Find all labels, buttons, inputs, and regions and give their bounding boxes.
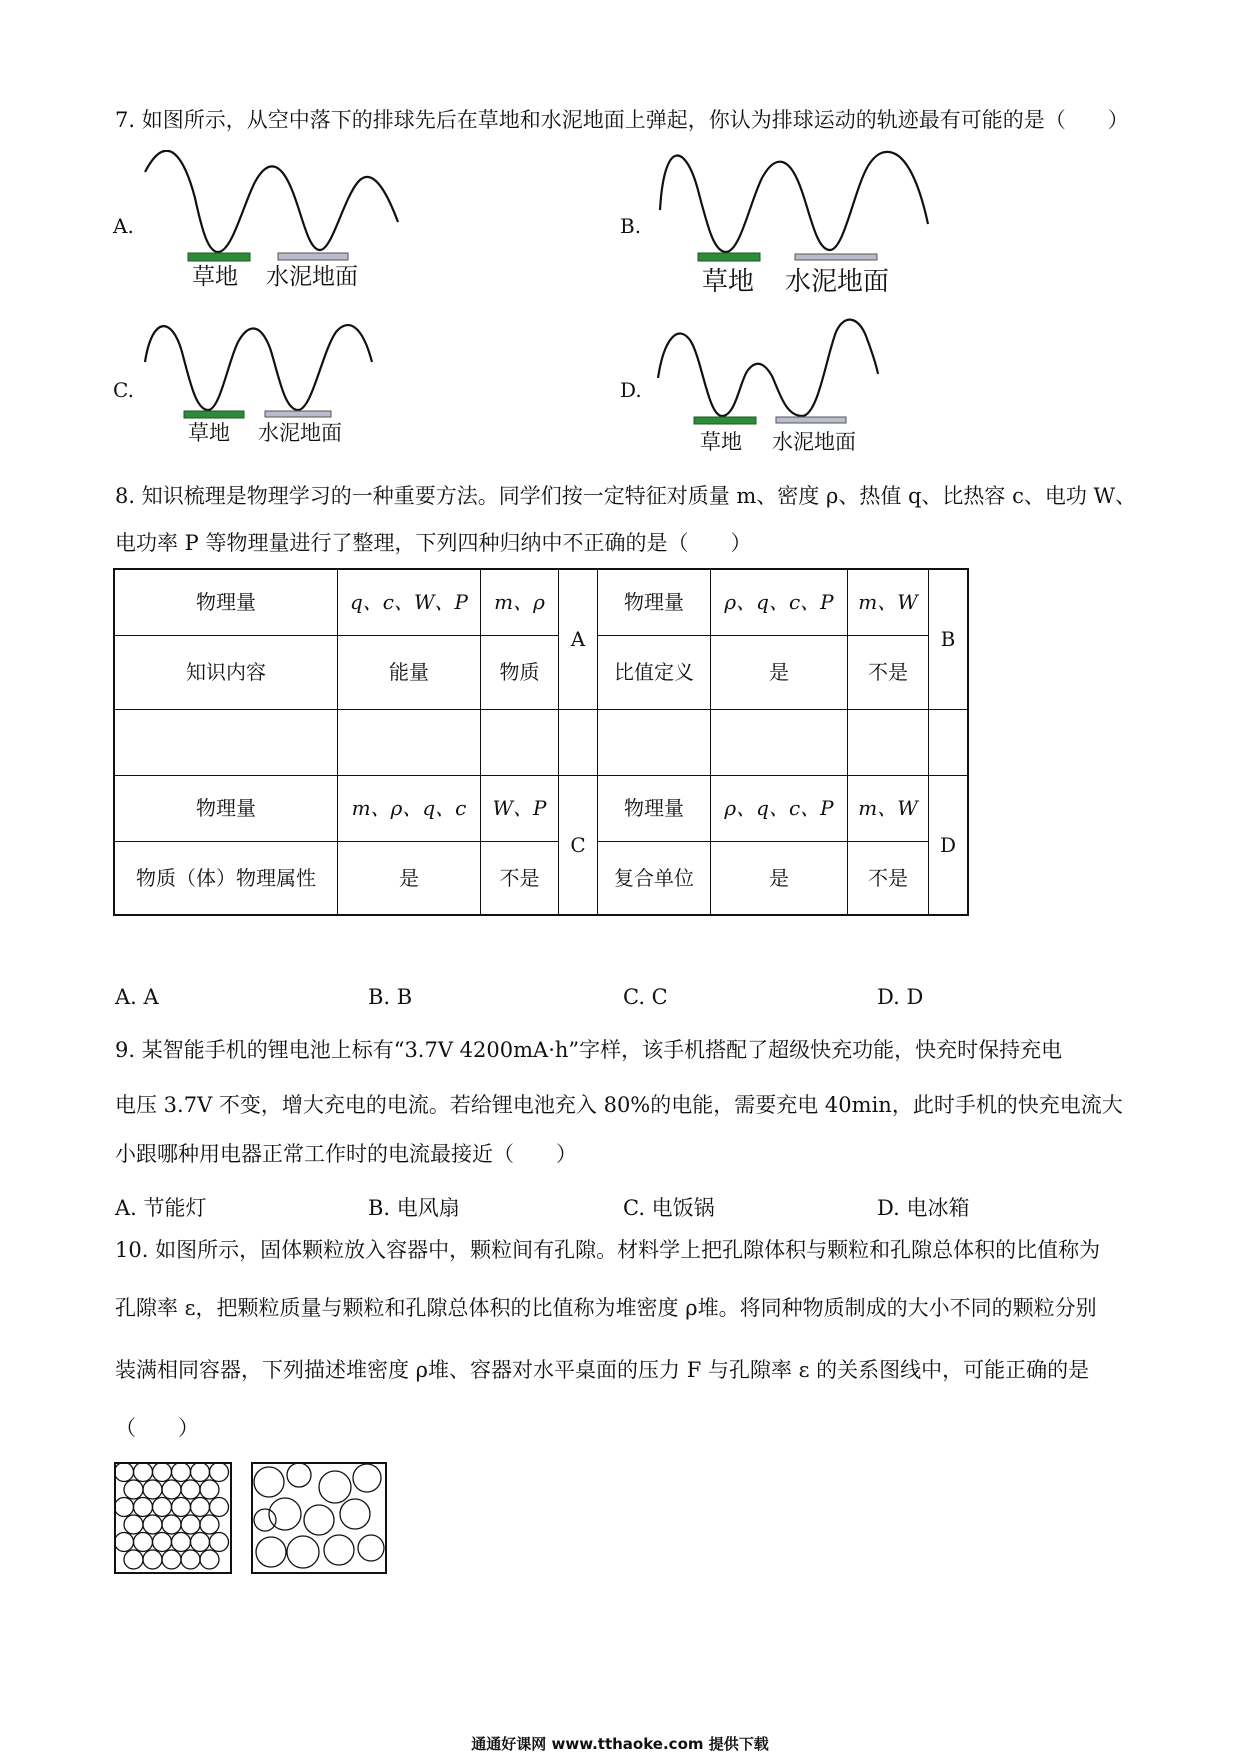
q7-option-d-letter: D. xyxy=(620,378,642,402)
cell-c-row-3: 不是 xyxy=(481,841,559,915)
q8-option-a: A. A xyxy=(115,985,159,1009)
q9-line2: 电压 3.7V 不变，增大充电的电流。若给锂电池充入 80%的电能，需要充电 40min，此时手机的快充电流大 xyxy=(115,1093,1123,1117)
particle xyxy=(200,1550,219,1569)
q10-line1: 10. 如图所示，固体颗粒放入容器中，颗粒间有孔隙。材料学上把孔隙体积与颗粒和孔隙总体积的比值称为 xyxy=(115,1238,1101,1262)
cell-c-row-2: 是 xyxy=(338,841,481,915)
q9-option-c: C. 电饭锅 xyxy=(623,1196,715,1220)
cell-b-header-1: 物理量 xyxy=(598,569,711,635)
q7-option-b-figure xyxy=(650,150,930,300)
cell-b-row-1: 比值定义 xyxy=(598,635,711,709)
particle xyxy=(172,1498,191,1517)
q7-option-a-figure xyxy=(140,150,400,298)
q7-option-a-letter: A. xyxy=(113,214,134,238)
particle xyxy=(124,1515,143,1534)
cement-label: 水泥地面 xyxy=(785,267,890,297)
cell-d-header-1: 物理量 xyxy=(598,775,711,841)
cement-pad xyxy=(776,417,846,423)
grass-pad xyxy=(698,253,760,261)
cell-c-tag: C xyxy=(559,775,598,915)
q9-option-d: D. 电冰箱 xyxy=(877,1196,970,1220)
small-particles-container xyxy=(114,1462,232,1574)
cell-b-header-3: m、W xyxy=(848,569,929,635)
particle xyxy=(115,1498,134,1517)
cement-label: 水泥地面 xyxy=(772,430,856,454)
particle xyxy=(191,1498,210,1517)
q7-stem: 7. 如图所示，从空中落下的排球先后在草地和水泥地面上弹起，你认为排球运动的轨迹最有可能的是（ ） xyxy=(115,108,1129,132)
spacer-cell xyxy=(338,709,481,775)
cell-a-row-3: 物质 xyxy=(481,635,559,709)
particle xyxy=(287,1463,311,1487)
cell-b-row-3: 不是 xyxy=(848,635,929,709)
particle xyxy=(210,1533,229,1552)
particle xyxy=(162,1515,181,1534)
particle xyxy=(115,1533,134,1552)
q8-option-d: D. D xyxy=(877,985,924,1009)
particle xyxy=(124,1550,143,1569)
q10-line3: 装满相同容器，下列描述堆密度 ρ堆、容器对水平桌面的压力 F 与孔隙率 ε 的关系图线中，可能正确的是 xyxy=(115,1358,1090,1382)
particle xyxy=(319,1471,351,1503)
particle xyxy=(324,1535,354,1565)
particle xyxy=(143,1480,162,1499)
particle xyxy=(181,1515,200,1534)
cell-a-header-1: 物理量 xyxy=(114,569,338,635)
cell-a-header-2: q、c、W、P xyxy=(338,569,481,635)
spacer-cell xyxy=(929,709,969,775)
cell-d-row-3: 不是 xyxy=(848,841,929,915)
particle xyxy=(191,1463,210,1482)
particle xyxy=(162,1550,181,1569)
grass-label: 草地 xyxy=(192,264,238,290)
particle xyxy=(181,1480,200,1499)
particle xyxy=(153,1463,172,1482)
grass-pad xyxy=(184,411,244,418)
grass-pad xyxy=(694,417,756,424)
q7-option-c-letter: C. xyxy=(113,378,134,402)
particle xyxy=(304,1505,334,1535)
particle xyxy=(172,1463,191,1482)
cell-d-row-1: 复合单位 xyxy=(598,841,711,915)
particle xyxy=(340,1499,370,1529)
particle xyxy=(191,1533,210,1552)
q8-option-b: B. B xyxy=(368,985,413,1009)
cell-c-header-1: 物理量 xyxy=(114,775,338,841)
spacer-cell xyxy=(598,709,711,775)
spacer-cell xyxy=(481,709,559,775)
particle xyxy=(210,1463,229,1482)
q9-line3: 小跟哪种用电器正常工作时的电流最接近（ ） xyxy=(115,1142,577,1166)
spacer-cell xyxy=(559,709,598,775)
particle xyxy=(287,1536,319,1568)
cement-pad xyxy=(265,411,331,417)
cell-a-tag: A xyxy=(559,569,598,709)
q7-option-c-figure xyxy=(140,322,380,452)
spacer-cell xyxy=(711,709,848,775)
q8-classification-table xyxy=(113,568,969,916)
particle xyxy=(134,1463,153,1482)
particle xyxy=(162,1480,181,1499)
cell-d-row-2: 是 xyxy=(711,841,848,915)
q8-option-c: C. C xyxy=(623,985,668,1009)
q9-option-b: B. 电风扇 xyxy=(368,1196,460,1220)
particle xyxy=(143,1550,162,1569)
q7-option-d-figure xyxy=(650,318,890,458)
cement-pad xyxy=(795,254,877,260)
q9-line1: 9. 某智能手机的锂电池上标有“3.7V 4200mA·h”字样，该手机搭配了超级快充功能，快充时保持充电 xyxy=(115,1038,1063,1062)
q10-line2: 孔隙率 ε，把颗粒质量与颗粒和孔隙总体积的比值称为堆密度 ρ堆。将同种物质制成的大小不同的颗粒分别 xyxy=(115,1296,1097,1320)
particle xyxy=(254,1509,276,1531)
cell-c-header-3: W、P xyxy=(481,775,559,841)
cell-a-row-2: 能量 xyxy=(338,635,481,709)
q8-stem-line2: 电功率 P 等物理量进行了整理，下列四种归纳中不正确的是（ ） xyxy=(115,531,752,555)
particle xyxy=(172,1533,191,1552)
large-particles-container xyxy=(251,1462,387,1574)
particle xyxy=(353,1464,381,1492)
cell-b-tag: B xyxy=(929,569,969,709)
spacer-cell xyxy=(848,709,929,775)
grass-label: 草地 xyxy=(188,421,230,445)
cement-label: 水泥地面 xyxy=(266,264,358,290)
grass-pad xyxy=(188,253,250,261)
cell-d-tag: D xyxy=(929,775,969,915)
particle xyxy=(358,1535,384,1561)
particle xyxy=(200,1480,219,1499)
cell-b-row-2: 是 xyxy=(711,635,848,709)
trajectory-curve xyxy=(145,325,372,410)
particle xyxy=(124,1480,143,1499)
q9-option-a: A. 节能灯 xyxy=(115,1196,207,1220)
particle xyxy=(143,1515,162,1534)
page-footer: 通通好课网 www.tthaoke.com 提供下载 xyxy=(471,1735,769,1753)
cell-c-row-1: 物质（体）物理属性 xyxy=(114,841,338,915)
q7-option-b-letter: B. xyxy=(620,214,642,238)
trajectory-curve xyxy=(658,320,878,416)
particle xyxy=(153,1498,172,1517)
particle xyxy=(210,1498,229,1517)
particle xyxy=(115,1463,134,1482)
q10-line4: （ ） xyxy=(115,1416,199,1440)
grass-label: 草地 xyxy=(700,430,742,454)
cell-b-header-2: ρ、q、c、P xyxy=(711,569,848,635)
cell-c-header-2: m、ρ、q、c xyxy=(338,775,481,841)
particle xyxy=(200,1515,219,1534)
particle xyxy=(181,1550,200,1569)
grass-label: 草地 xyxy=(702,267,755,297)
q8-stem-line1: 8. 知识梳理是物理学习的一种重要方法。同学们按一定特征对质量 m、密度 ρ、热值 q、比热容 c、电功 W、 xyxy=(115,484,1137,508)
particle xyxy=(254,1467,284,1497)
trajectory-curve xyxy=(660,152,928,252)
cell-d-header-3: m、W xyxy=(848,775,929,841)
cell-d-header-2: ρ、q、c、P xyxy=(711,775,848,841)
cement-pad xyxy=(278,253,348,260)
trajectory-curve xyxy=(145,151,398,252)
particle xyxy=(134,1498,153,1517)
particle xyxy=(134,1533,153,1552)
cell-a-header-3: m、ρ xyxy=(481,569,559,635)
particle xyxy=(153,1533,172,1552)
cell-a-row-1: 知识内容 xyxy=(114,635,338,709)
cement-label: 水泥地面 xyxy=(258,421,342,445)
particle xyxy=(256,1537,286,1567)
spacer-cell xyxy=(114,709,338,775)
